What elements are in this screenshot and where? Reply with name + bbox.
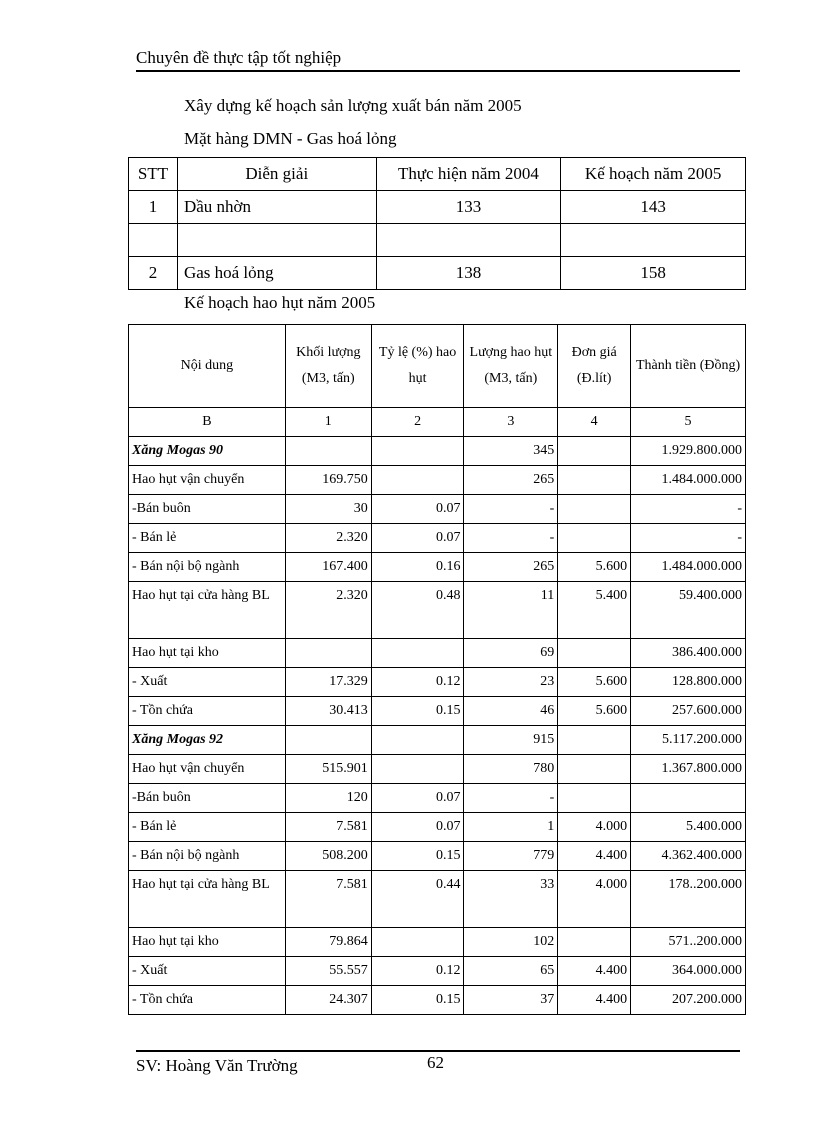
header-rule <box>136 70 740 72</box>
cell <box>561 224 746 257</box>
cell <box>371 437 464 466</box>
table-row <box>129 191 746 224</box>
cell: 915 <box>464 726 558 755</box>
table-row <box>129 726 746 755</box>
cell: 4.362.400.000 <box>631 842 746 871</box>
cell: 0.07 <box>371 495 464 524</box>
cell: 138 <box>376 257 561 290</box>
cell: - <box>464 495 558 524</box>
cell: 265 <box>464 553 558 582</box>
row-label: Hao hụt vận chuyển <box>129 755 286 784</box>
cell: - <box>464 524 558 553</box>
row-label: - Bán nội bộ ngành <box>129 553 286 582</box>
col-loss-amount: Lượng hao hụt (M3, tấn) <box>464 325 558 408</box>
cell: 59.400.000 <box>631 582 746 639</box>
cell: 30 <box>285 495 371 524</box>
cell <box>285 639 371 668</box>
row-label: Xăng Mogas 92 <box>129 726 286 755</box>
cell: 167.400 <box>285 553 371 582</box>
table-row <box>129 224 746 257</box>
loss-plan-title: Kế hoạch hao hụt năm 2005 <box>184 293 376 312</box>
table-row <box>129 437 746 466</box>
table-row <box>129 928 746 957</box>
loss-table-header <box>129 325 746 408</box>
cell: 2 <box>129 257 178 290</box>
cell: 5.600 <box>558 553 631 582</box>
cell: - <box>631 524 746 553</box>
cell: - <box>464 784 558 813</box>
cell <box>376 224 561 257</box>
cell <box>129 224 178 257</box>
cell <box>631 784 746 813</box>
cell: 5 <box>631 408 746 437</box>
col-loss-rate: Tỷ lệ (%) hao hụt <box>371 325 464 408</box>
col-unit-price: Đơn giá (Đ.lít) <box>558 325 631 408</box>
row-label: Hao hụt tại kho <box>129 639 286 668</box>
cell: 1 <box>464 813 558 842</box>
cell: 5.117.200.000 <box>631 726 746 755</box>
cell <box>558 437 631 466</box>
cell: 364.000.000 <box>631 957 746 986</box>
cell: Gas hoá lỏng <box>177 257 376 290</box>
cell: B <box>129 408 286 437</box>
row-label: - Tồn chứa <box>129 986 286 1015</box>
row-label: - Bán lẻ <box>129 524 286 553</box>
cell: 102 <box>464 928 558 957</box>
footer-rule <box>136 1050 740 1052</box>
cell: 7.581 <box>285 871 371 928</box>
cell: 65 <box>464 957 558 986</box>
page-number: 62 <box>427 1053 444 1072</box>
cell <box>558 639 631 668</box>
cell: 345 <box>464 437 558 466</box>
cell: 508.200 <box>285 842 371 871</box>
col-description: Diễn giải <box>177 158 376 191</box>
cell: 2 <box>371 408 464 437</box>
cell: 1 <box>285 408 371 437</box>
cell: 780 <box>464 755 558 784</box>
cell: 169.750 <box>285 466 371 495</box>
table-row <box>129 697 746 726</box>
cell: 7.581 <box>285 813 371 842</box>
cell: 0.07 <box>371 784 464 813</box>
cell <box>558 466 631 495</box>
cell <box>285 726 371 755</box>
row-label: - Xuất <box>129 668 286 697</box>
cell <box>371 639 464 668</box>
cell: 120 <box>285 784 371 813</box>
cell: 1 <box>129 191 178 224</box>
product-heading: Mặt hàng DMN - Gas hoá lỏng <box>184 129 397 148</box>
cell: 128.800.000 <box>631 668 746 697</box>
cell: 0.07 <box>371 524 464 553</box>
cell: 17.329 <box>285 668 371 697</box>
row-label: -Bán buôn <box>129 784 286 813</box>
cell: 0.16 <box>371 553 464 582</box>
cell: - <box>631 495 746 524</box>
plan-title: Xây dựng kế hoạch sản lượng xuất bán năm 2005 <box>184 96 522 115</box>
cell: 386.400.000 <box>631 639 746 668</box>
cell: 571..200.000 <box>631 928 746 957</box>
table-row <box>129 257 746 290</box>
table-row <box>129 957 746 986</box>
cell: 23 <box>464 668 558 697</box>
cell: 79.864 <box>285 928 371 957</box>
cell: 1.367.800.000 <box>631 755 746 784</box>
cell <box>371 755 464 784</box>
table-row <box>129 582 746 639</box>
cell: 4.000 <box>558 871 631 928</box>
cell <box>371 726 464 755</box>
cell: 1.484.000.000 <box>631 553 746 582</box>
table-row <box>129 986 746 1015</box>
sales-table-header <box>129 158 746 191</box>
cell <box>558 524 631 553</box>
cell: 4.400 <box>558 842 631 871</box>
cell: 0.15 <box>371 697 464 726</box>
footer-student-name: SV: Hoàng Văn Trường <box>136 1056 298 1075</box>
table-row <box>129 639 746 668</box>
col-total: Thành tiền (Đồng) <box>631 325 746 408</box>
cell: 0.44 <box>371 871 464 928</box>
cell: Dầu nhờn <box>177 191 376 224</box>
cell: 5.400.000 <box>631 813 746 842</box>
cell: 515.901 <box>285 755 371 784</box>
row-label: Hao hụt vận chuyển <box>129 466 286 495</box>
col-plan-2005: Kế hoạch năm 2005 <box>561 158 746 191</box>
row-label: - Bán lẻ <box>129 813 286 842</box>
cell: 46 <box>464 697 558 726</box>
cell: 5.600 <box>558 697 631 726</box>
cell <box>558 726 631 755</box>
cell: 4.000 <box>558 813 631 842</box>
loss-plan-table <box>128 324 746 1015</box>
row-label: -Bán buôn <box>129 495 286 524</box>
row-label: Hao hụt tại kho <box>129 928 286 957</box>
cell: 4 <box>558 408 631 437</box>
table-row <box>129 755 746 784</box>
cell: 5.600 <box>558 668 631 697</box>
cell: 33 <box>464 871 558 928</box>
column-index-row <box>129 408 746 437</box>
table-row <box>129 553 746 582</box>
cell: 133 <box>376 191 561 224</box>
cell: 1.484.000.000 <box>631 466 746 495</box>
cell <box>371 466 464 495</box>
cell <box>558 755 631 784</box>
cell: 143 <box>561 191 746 224</box>
cell: 779 <box>464 842 558 871</box>
cell: 265 <box>464 466 558 495</box>
sales-plan-table <box>128 157 746 290</box>
cell: 11 <box>464 582 558 639</box>
table-row <box>129 495 746 524</box>
cell: 0.07 <box>371 813 464 842</box>
col-actual-2004: Thực hiện năm 2004 <box>376 158 561 191</box>
cell: 2.320 <box>285 524 371 553</box>
cell: 69 <box>464 639 558 668</box>
table-row <box>129 668 746 697</box>
cell <box>558 784 631 813</box>
table-row <box>129 524 746 553</box>
cell: 0.15 <box>371 986 464 1015</box>
row-label: - Xuất <box>129 957 286 986</box>
cell: 0.12 <box>371 957 464 986</box>
cell <box>558 928 631 957</box>
cell: 4.400 <box>558 986 631 1015</box>
cell: 37 <box>464 986 558 1015</box>
table-row <box>129 813 746 842</box>
cell: 24.307 <box>285 986 371 1015</box>
cell: 0.48 <box>371 582 464 639</box>
cell: 158 <box>561 257 746 290</box>
cell: 0.15 <box>371 842 464 871</box>
row-label: Hao hụt tại cửa hàng BL <box>129 582 286 639</box>
cell: 178..200.000 <box>631 871 746 928</box>
table-row <box>129 842 746 871</box>
cell: 3 <box>464 408 558 437</box>
cell: 30.413 <box>285 697 371 726</box>
cell: 2.320 <box>285 582 371 639</box>
cell: 4.400 <box>558 957 631 986</box>
row-label: - Bán nội bộ ngành <box>129 842 286 871</box>
row-label: Xăng Mogas 90 <box>129 437 286 466</box>
cell <box>558 495 631 524</box>
cell: 1.929.800.000 <box>631 437 746 466</box>
table-row <box>129 466 746 495</box>
cell <box>371 928 464 957</box>
cell: 0.12 <box>371 668 464 697</box>
cell <box>177 224 376 257</box>
cell: 257.600.000 <box>631 697 746 726</box>
table-row <box>129 784 746 813</box>
row-label: Hao hụt tại cửa hàng BL <box>129 871 286 928</box>
cell <box>285 437 371 466</box>
cell: 207.200.000 <box>631 986 746 1015</box>
cell: 5.400 <box>558 582 631 639</box>
row-label: - Tồn chứa <box>129 697 286 726</box>
col-stt: STT <box>129 158 178 191</box>
col-content: Nội dung <box>129 325 286 408</box>
col-quantity: Khối lượng (M3, tấn) <box>285 325 371 408</box>
table-row <box>129 871 746 928</box>
document-header-title: Chuyên đề thực tập tốt nghiệp <box>136 48 342 67</box>
cell: 55.557 <box>285 957 371 986</box>
